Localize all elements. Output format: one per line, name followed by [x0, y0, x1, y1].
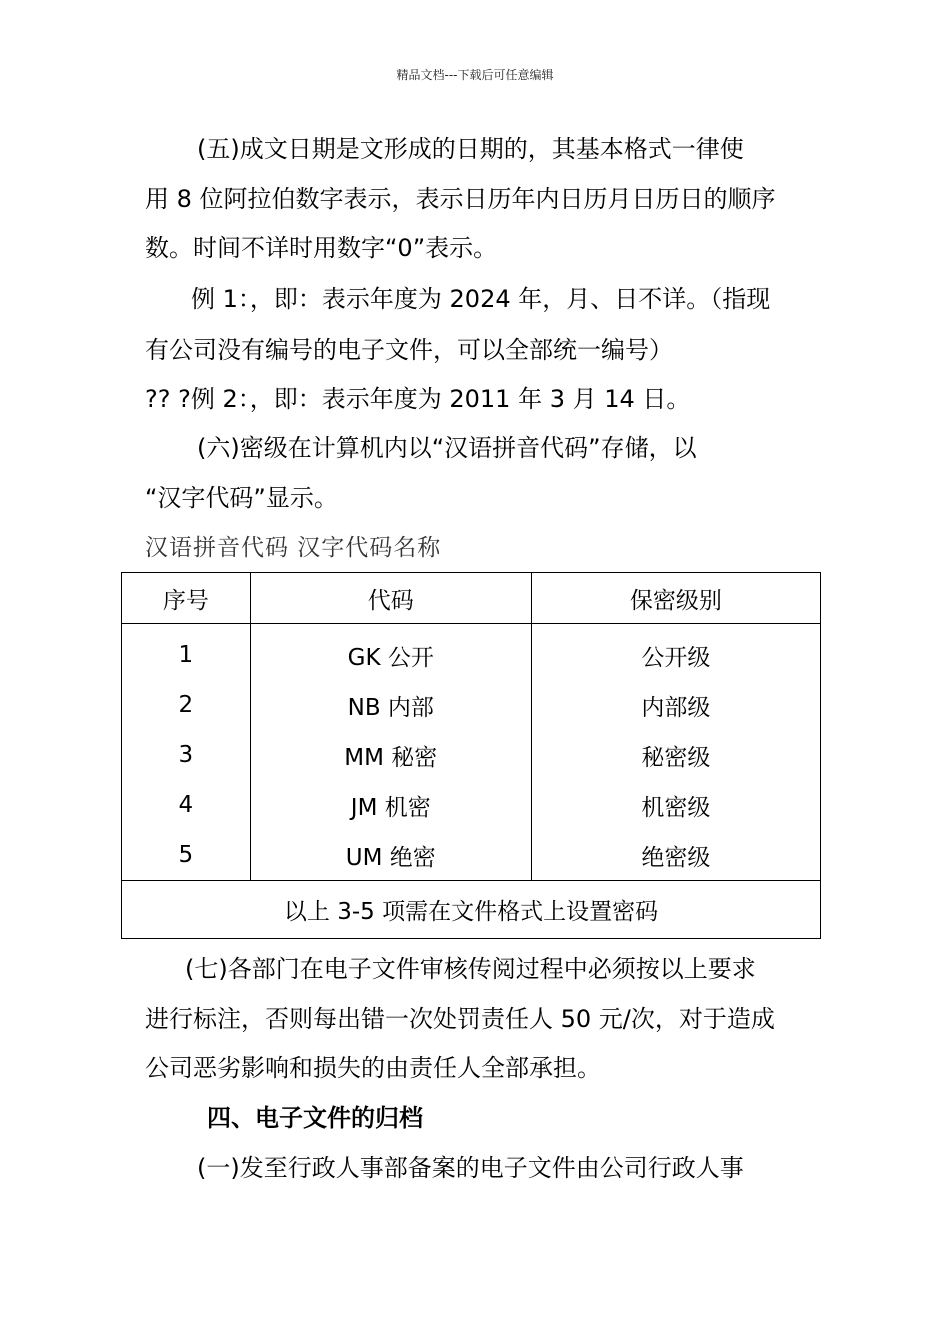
table-cell: 机密级	[531, 780, 820, 830]
paragraph-line: (七)各部门在电子文件审核传阅过程中必须按以上要求	[185, 955, 756, 983]
paragraph-line: (六)密级在计算机内以“汉语拼音代码”存储，以	[197, 434, 697, 462]
column-header: 代码	[250, 573, 531, 624]
table-cell: 绝密级	[531, 830, 820, 881]
example-line: 例 1：，即：表示年度为 2024 年，月、日不详。（指现	[191, 285, 771, 313]
table-cell: 秘密级	[531, 730, 820, 780]
table-cell: GK 公开	[250, 624, 531, 681]
classification-table	[121, 572, 821, 939]
paragraph-line: 用 8 位阿拉伯数字表示，表示日历年内日历月日历日的顺序	[145, 185, 776, 213]
paragraph-line: 进行标注，否则每出错一次处罚责任人 50 元/次，对于造成	[145, 1005, 775, 1033]
table-row	[122, 680, 821, 730]
paragraph-line: 公司恶劣影响和损失的由责任人全部承担。	[145, 1054, 601, 1082]
column-header: 序号	[122, 573, 251, 624]
table-header-row	[122, 573, 821, 624]
paragraph-line: 数。时间不详时用数字“0”表示。	[145, 234, 498, 262]
table-caption: 汉语拼音代码 汉字代码名称	[145, 535, 442, 561]
example-line: 有公司没有编号的电子文件，可以全部统一编号）	[145, 336, 673, 364]
page-header: 精品文档---下载后可任意编辑	[396, 68, 554, 82]
table-row	[122, 780, 821, 830]
table-footer-row	[122, 881, 821, 939]
table-cell: UM 绝密	[250, 830, 531, 881]
section-heading: 四、电子文件的归档	[207, 1104, 423, 1132]
paragraph-line: “汉字代码”显示。	[145, 484, 338, 512]
table-cell: NB 内部	[250, 680, 531, 730]
table-cell: 4	[122, 780, 251, 830]
column-header: 保密级别	[531, 573, 820, 624]
table-footer-note: 以上 3-5 项需在文件格式上设置密码	[122, 881, 821, 939]
table-row	[122, 624, 821, 681]
table-cell: MM 秘密	[250, 730, 531, 780]
table-cell: 1	[122, 624, 251, 681]
table-cell: 内部级	[531, 680, 820, 730]
table-cell: 2	[122, 680, 251, 730]
table-cell: JM 机密	[250, 780, 531, 830]
table-cell: 5	[122, 830, 251, 881]
table-row	[122, 730, 821, 780]
table-cell: 3	[122, 730, 251, 780]
paragraph-line: (一)发至行政人事部备案的电子文件由公司行政人事	[197, 1154, 744, 1182]
paragraph-line: (五)成文日期是文形成的日期的，其基本格式一律使	[197, 135, 744, 163]
example-line: ?? ?例 2：，即：表示年度为 2011 年 3 月 14 日。	[145, 385, 691, 413]
table-row	[122, 830, 821, 881]
table-cell: 公开级	[531, 624, 820, 681]
